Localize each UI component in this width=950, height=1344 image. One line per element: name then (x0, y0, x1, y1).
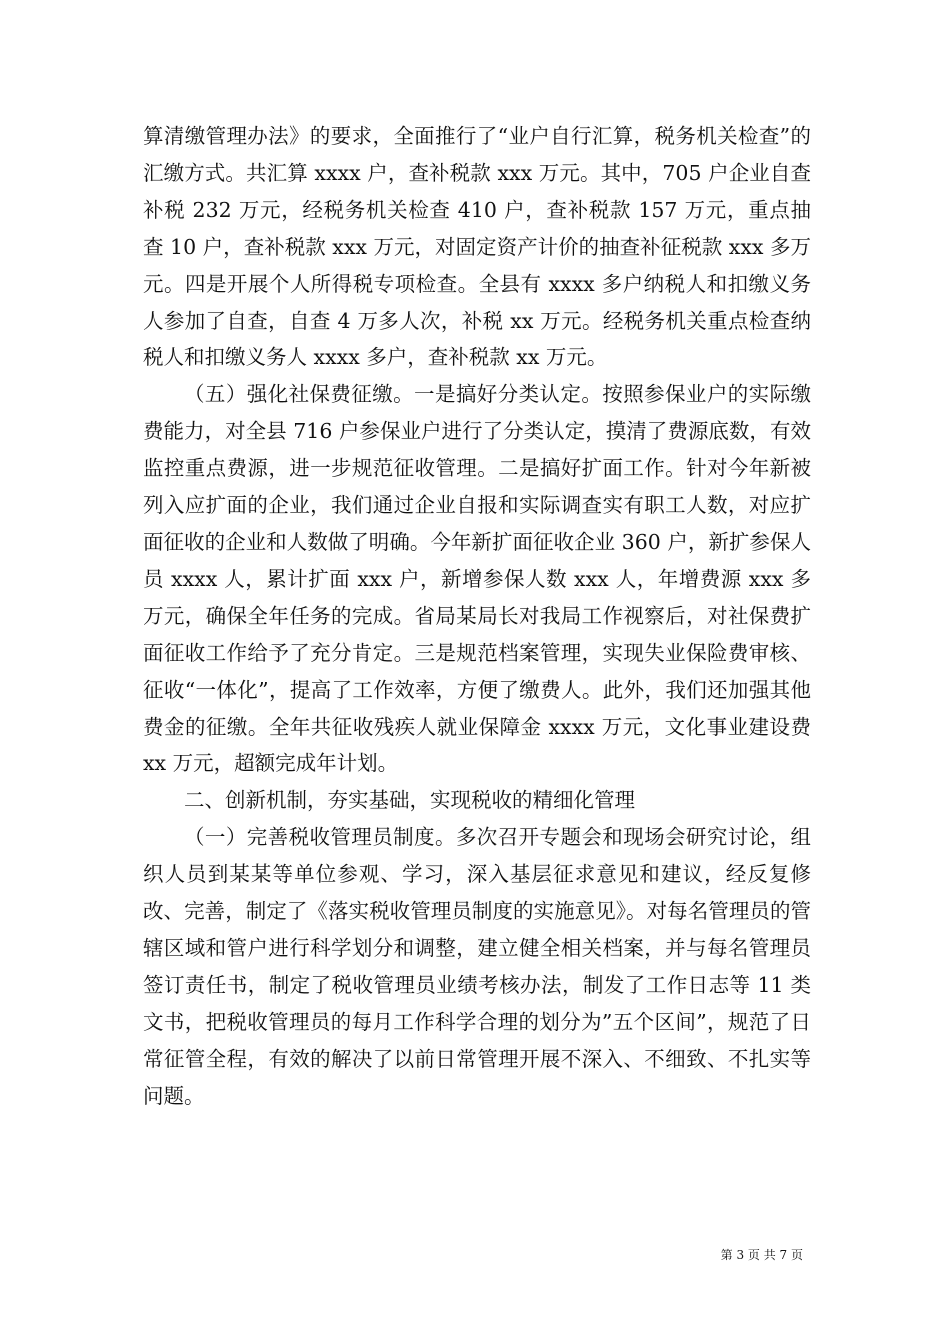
paragraph-social-security: （五）强化社保费征缴。一是搞好分类认定。按照参保业户的实际缴费能力，对全县 716 户参保业户进行了分类认定，摸清了费源底数，有效监控重点费源，进一步规范征收管理。二是搞好扩面工作。针对今年新被列入应扩面的企业，我们通过企业自报和实际调查实有职工人数，对应扩面征收的企业和人数做了明确。今年新扩面征收企业 360 户，新扩参保人员 xxxx 人，累计扩面 xxx 户，新增参保人数 xxx 人，年增费源 xxx 多万元，确保全年任务的完成。省局某局长对我局工作视察后，对社保费扩面征收工作给予了充分肯定。三是规范档案管理，实现失业保险费审核、征收“一体化”，提高了工作效率，方便了缴费人。此外，我们还加强其他费金的征缴。全年共征收残疾人就业保障金 xxxx 万元，文化事业建设费 xx 万元，超额完成年计划。 (143, 382, 811, 776)
document-body (143, 118, 811, 1114)
page-footer: 第 3 页 共 7 页 (720, 1248, 803, 1262)
paragraph-tax-manager-system: （一）完善税收管理员制度。多次召开专题会和现场会研究讨论，组织人员到某某等单位参观、学习，深入基层征求意见和建议，经反复修改、完善，制定了《落实税收管理员制度的实施意见》。对每名管理员的管辖区域和管户进行科学划分和调整，建立健全相关档案，并与每名管理员签订责任书，制定了税收管理员业绩考核办法，制发了工作日志等 11 类文书，把税收管理员的每月工作科学合理的划分为”五个区间”，规范了日常征管全程，有效的解决了以前日常管理开展不深入、不细致、不扎实等问题。 (143, 825, 811, 1108)
paragraph-continuation: 算清缴管理办法》的要求，全面推行了“业户自行汇算，税务机关检查”的汇缴方式。共汇算 xxxx 户，查补税款 xxx 万元。其中，705 户企业自查补税 232 万元，经税务机关检查 410 户，查补税款 157 万元，重点抽查 10 户，查补税款 xxx 万元，对固定资产计价的抽查补征税款 xxx 多万元。四是开展个人所得税专项检查。全县有 xxxx 多户纳税人和扣缴义务人参加了自查，自查 4 万多人次，补税 xx 万元。经税务机关重点检查纳税人和扣缴义务人 xxxx 多户，查补税款 xx 万元。 (143, 124, 811, 370)
section-heading: 二、创新机制，夯实基础，实现税收的精细化管理 (184, 788, 635, 813)
